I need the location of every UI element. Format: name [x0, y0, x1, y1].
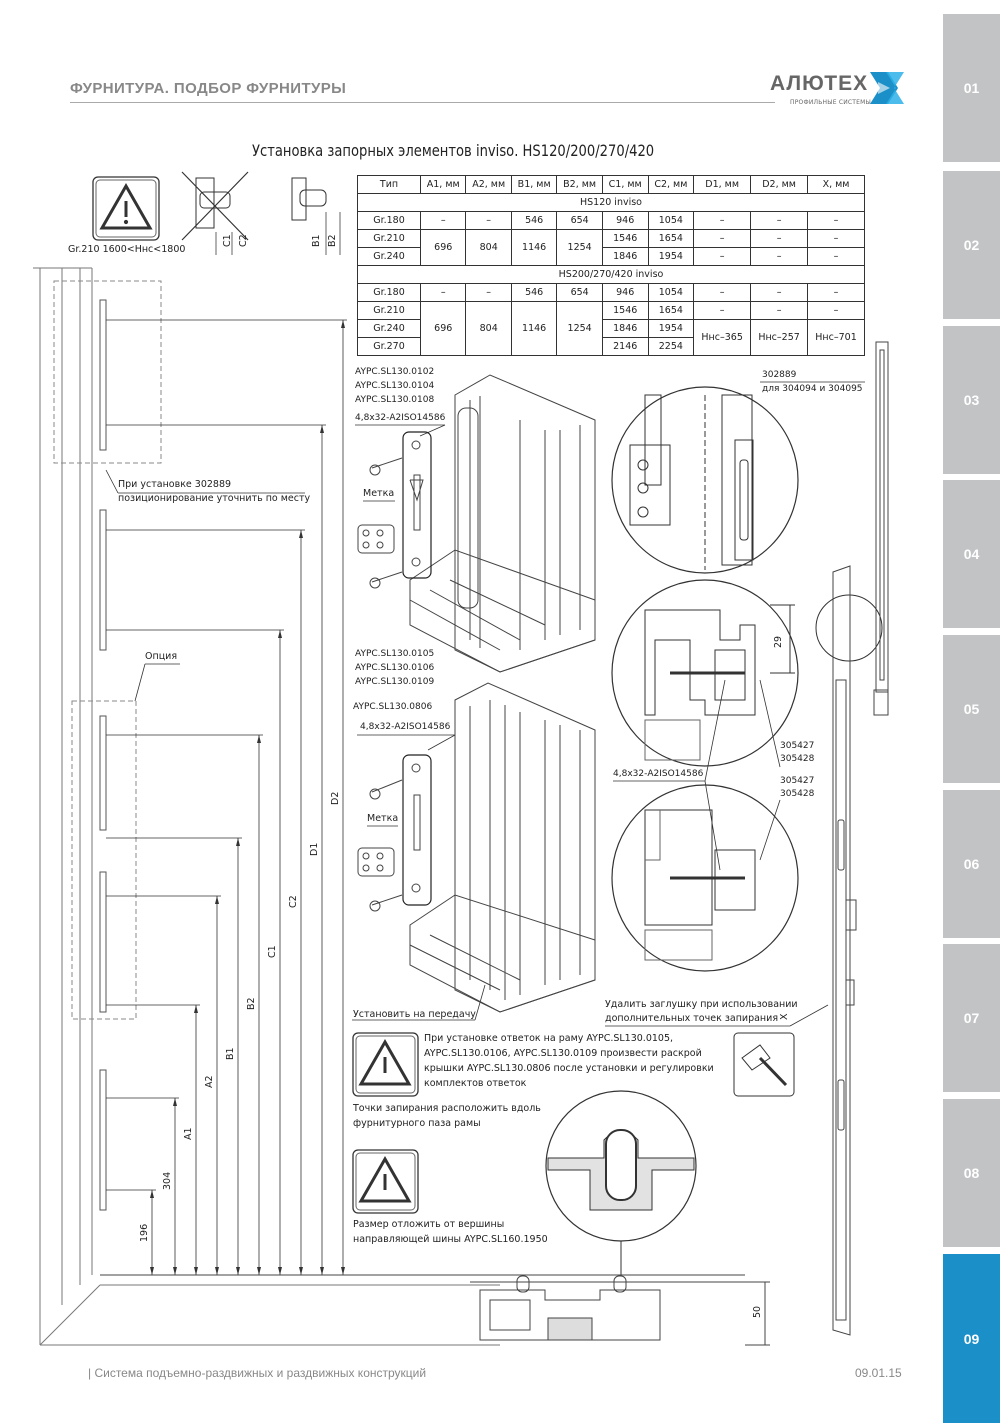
screw-label-top: 4,8х32-A2ISO14586 [355, 413, 446, 423]
remove-plug-line2: дополнительных точек запирания [605, 1013, 779, 1024]
cell: – [466, 212, 511, 230]
cell: 1654 [648, 230, 694, 248]
option-label: Опция [145, 651, 178, 662]
part-302889-note: для 304094 и 304095 [762, 384, 863, 394]
cell: – [751, 230, 808, 248]
cell: Gr.210 [358, 230, 421, 248]
metka-label-top: Метка [363, 488, 395, 499]
cell: 1054 [648, 284, 694, 302]
part-305427-a: 305427 [780, 741, 815, 751]
part-305427-b: 305427 [780, 776, 815, 786]
cell: 1254 [557, 302, 602, 356]
cell: 1254 [557, 230, 602, 266]
remove-plug-line1: Удалить заглушку при использовании [605, 999, 798, 1010]
cell: – [808, 212, 865, 230]
dim-a2: А2 [204, 1075, 215, 1088]
dashed-zone-option [72, 701, 136, 1019]
cell: – [694, 284, 751, 302]
label-c2-top: С2 [238, 234, 249, 247]
dim-196: 196 [139, 1223, 150, 1242]
footer-date: 09.01.15 [855, 1366, 902, 1380]
col-c2: С2, мм [648, 176, 694, 194]
metka-label-mid: Метка [367, 813, 399, 824]
warning-icon-3 [353, 1150, 418, 1213]
tab-01[interactable]: 01 [943, 14, 1000, 162]
cell: – [421, 212, 466, 230]
dim-b2: В2 [246, 997, 257, 1010]
warning-note-line4: комплектов ответок [424, 1078, 527, 1089]
part-0104: AYPC.SL130.0104 [355, 381, 435, 391]
cell: Gr.180 [358, 212, 421, 230]
cell: Gr.270 [358, 338, 421, 356]
warning-note-line3: крышки AYPC.SL130.0806 после установки и регулировки [424, 1063, 714, 1074]
col-c1: С1, мм [602, 176, 648, 194]
section-hs200: HS200/270/420 invisо [358, 266, 865, 284]
dim-c1: С1 [267, 945, 278, 958]
col-a1: А1, мм [421, 176, 466, 194]
part-302889: 302889 [762, 370, 797, 380]
cell: Gr.210 [358, 302, 421, 320]
cell: 2254 [648, 338, 694, 356]
cell: 946 [602, 212, 648, 230]
col-x: Х, мм [808, 176, 865, 194]
cell: 1846 [602, 320, 648, 338]
door-leaf-outline [33, 268, 500, 1345]
cell: – [466, 284, 511, 302]
cell: 546 [511, 284, 556, 302]
logo-subtitle: ПРОФИЛЬНЫЕ СИСТЕМЫ [790, 99, 872, 106]
cell: Hнс–701 [808, 320, 865, 356]
rail-note-line2: направляющей шины AYPC.SL160.1950 [353, 1234, 548, 1245]
detail-circle-bottom [612, 785, 798, 971]
section-tabs [943, 14, 1000, 1423]
col-type: Тип [358, 176, 421, 194]
part-305428-a: 305428 [780, 754, 815, 764]
warning-icon-2 [353, 1033, 418, 1096]
part-0109: AYPC.SL130.0109 [355, 677, 435, 687]
lock-points-note-line2: фурнитурного паза рамы [353, 1118, 481, 1129]
cell: 546 [511, 212, 556, 230]
cell: 1954 [648, 320, 694, 338]
screw-label-mid: 4,8х32-A2ISO14586 [360, 722, 451, 732]
part-0105: AYPC.SL130.0105 [355, 649, 435, 659]
col-b2: В2, мм [557, 176, 602, 194]
x-mark: Х [779, 1013, 790, 1020]
tab-08[interactable]: 08 [943, 1099, 1000, 1247]
dim-50: 50 [752, 1305, 763, 1318]
footer-text: | Система подъемно-раздвижных и раздвижных конструкций [88, 1366, 427, 1380]
warning-note-line2: AYPC.SL130.0106, AYPC.SL130.0109 произвести раскрой [424, 1048, 702, 1059]
cell: Gr.240 [358, 248, 421, 266]
label-c1-top: С1 [222, 234, 233, 247]
cell: 946 [602, 284, 648, 302]
cell: – [694, 302, 751, 320]
lock-points [100, 300, 106, 1210]
part-0102: AYPC.SL130.0102 [355, 367, 435, 377]
col-d1: D1, мм [694, 176, 751, 194]
cell: 1146 [511, 302, 556, 356]
cell: Gr.240 [358, 320, 421, 338]
detail-circle-top [612, 387, 798, 573]
detail-circle-groove [546, 1091, 696, 1275]
detail-circle-rod [816, 595, 882, 661]
tab-04[interactable]: 04 [943, 480, 1000, 628]
cell: – [751, 248, 808, 266]
dimension-arrows [150, 320, 345, 1275]
part-0806: AYPC.SL130.0806 [353, 702, 433, 712]
cell: 1846 [602, 248, 648, 266]
tab-03[interactable]: 03 [943, 326, 1000, 474]
col-d2: D2, мм [751, 176, 808, 194]
cell: – [808, 230, 865, 248]
dim-29: 29 [773, 635, 784, 648]
cell: – [751, 212, 808, 230]
part-305428-b: 305428 [780, 789, 815, 799]
dim-c2: С2 [288, 895, 299, 908]
cell: 654 [557, 212, 602, 230]
col-a2: А2, мм [466, 176, 511, 194]
cell: Gr.180 [358, 284, 421, 302]
cell: 804 [466, 302, 511, 356]
tab-05[interactable]: 05 [943, 635, 1000, 783]
detail-circle-middle [612, 580, 798, 766]
label-b2-top: В2 [327, 234, 338, 247]
cell: Hнс–365 [694, 320, 751, 356]
hammer-icon [734, 1033, 794, 1096]
screw-label-detail: 4,8х32-A2ISO14586 [613, 769, 704, 779]
tab-09[interactable]: 09 [943, 1254, 1000, 1423]
cell: 654 [557, 284, 602, 302]
dim-d2: D2 [330, 791, 341, 805]
part-0108: AYPC.SL130.0108 [355, 395, 435, 405]
page-header-title: ФУРНИТУРА. ПОДБОР ФУРНИТУРЫ [70, 80, 347, 97]
cell: 696 [421, 302, 466, 356]
col-b1: В1, мм [511, 176, 556, 194]
cell: – [808, 302, 865, 320]
espagnolette-rod [833, 342, 888, 1335]
note-302889-line1: При установке 302889 [118, 479, 232, 490]
cell: 1654 [648, 302, 694, 320]
section-hs120: HS120 invisо [358, 194, 865, 212]
logo-name: АЛЮТЕХ [770, 72, 869, 95]
cell: – [808, 284, 865, 302]
cell: – [694, 230, 751, 248]
warning-note-line1: При установке ответок на раму AYPC.SL130.0105, [424, 1033, 674, 1044]
part-0106: AYPC.SL130.0106 [355, 663, 435, 673]
drawing-title: Установка запорных элементов invisо. HS120/200/270/420 [252, 141, 655, 160]
cell: – [421, 284, 466, 302]
note-302889-line2: позиционирование уточнить по месту [118, 493, 311, 504]
cell: 1054 [648, 212, 694, 230]
cell: 1546 [602, 230, 648, 248]
dim-304: 304 [162, 1171, 173, 1190]
cell: 2146 [602, 338, 648, 356]
cell: 696 [421, 230, 466, 266]
cell: Hнс–257 [751, 320, 808, 356]
cell: 1146 [511, 230, 556, 266]
dim-d1: D1 [309, 842, 320, 856]
label-b1-top: В1 [311, 234, 322, 247]
cell: 1546 [602, 302, 648, 320]
rail-note-line1: Размер отложить от вершины [353, 1219, 505, 1230]
cell: – [751, 302, 808, 320]
tab-02[interactable]: 02 [943, 171, 1000, 319]
cell: – [694, 212, 751, 230]
dashed-zone-top [54, 281, 161, 463]
tab-06[interactable]: 06 [943, 790, 1000, 938]
dim-b1: В1 [225, 1047, 236, 1060]
cell: – [694, 248, 751, 266]
cell: – [751, 284, 808, 302]
install-transfer-note: Установить на передачу [353, 1009, 476, 1020]
lock-points-note-line1: Точки запирания расположить вдоль [353, 1103, 541, 1114]
warning-icon [93, 177, 159, 240]
dim-a1: А1 [183, 1127, 194, 1140]
label-gr210: Gr.210 1600<Hнс<1800 [68, 244, 186, 255]
cell: 804 [466, 230, 511, 266]
cell: 1954 [648, 248, 694, 266]
tab-07[interactable]: 07 [943, 944, 1000, 1092]
cell: – [808, 248, 865, 266]
